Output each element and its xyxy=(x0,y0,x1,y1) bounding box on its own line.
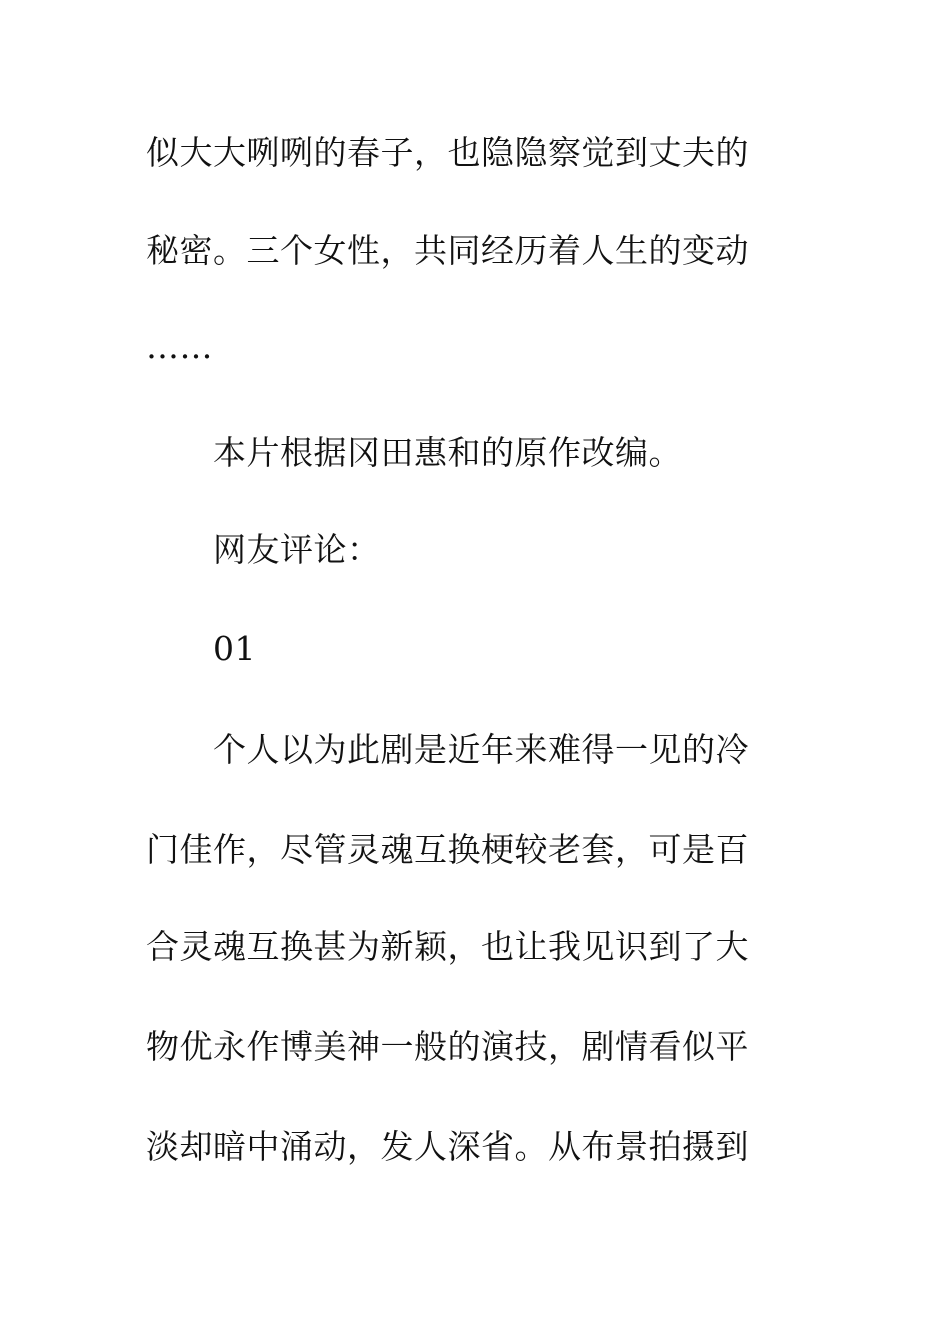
text-line: 个人以为此剧是近年来难得一见的冷 xyxy=(213,730,749,769)
text-line: 网友评论： xyxy=(213,530,381,569)
text-line: 秘密。三个女性，共同经历着人生的变动 xyxy=(146,231,749,270)
text-line: 物优永作博美神一般的演技，剧情看似平 xyxy=(146,1027,749,1066)
text-line: 合灵魂互换甚为新颖，也让我见识到了大 xyxy=(146,927,749,966)
text-line: 本片根据冈田惠和的原作改编。 xyxy=(213,433,682,472)
text-line: …… xyxy=(146,327,213,366)
text-line: 似大大咧咧的春子，也隐隐察觉到丈夫的 xyxy=(146,133,749,172)
text-line: 淡却暗中涌动，发人深省。从布景拍摄到 xyxy=(146,1127,749,1166)
text-line: 门佳作，尽管灵魂互换梗较老套，可是百 xyxy=(146,830,749,869)
text-line: 01 xyxy=(213,629,256,668)
